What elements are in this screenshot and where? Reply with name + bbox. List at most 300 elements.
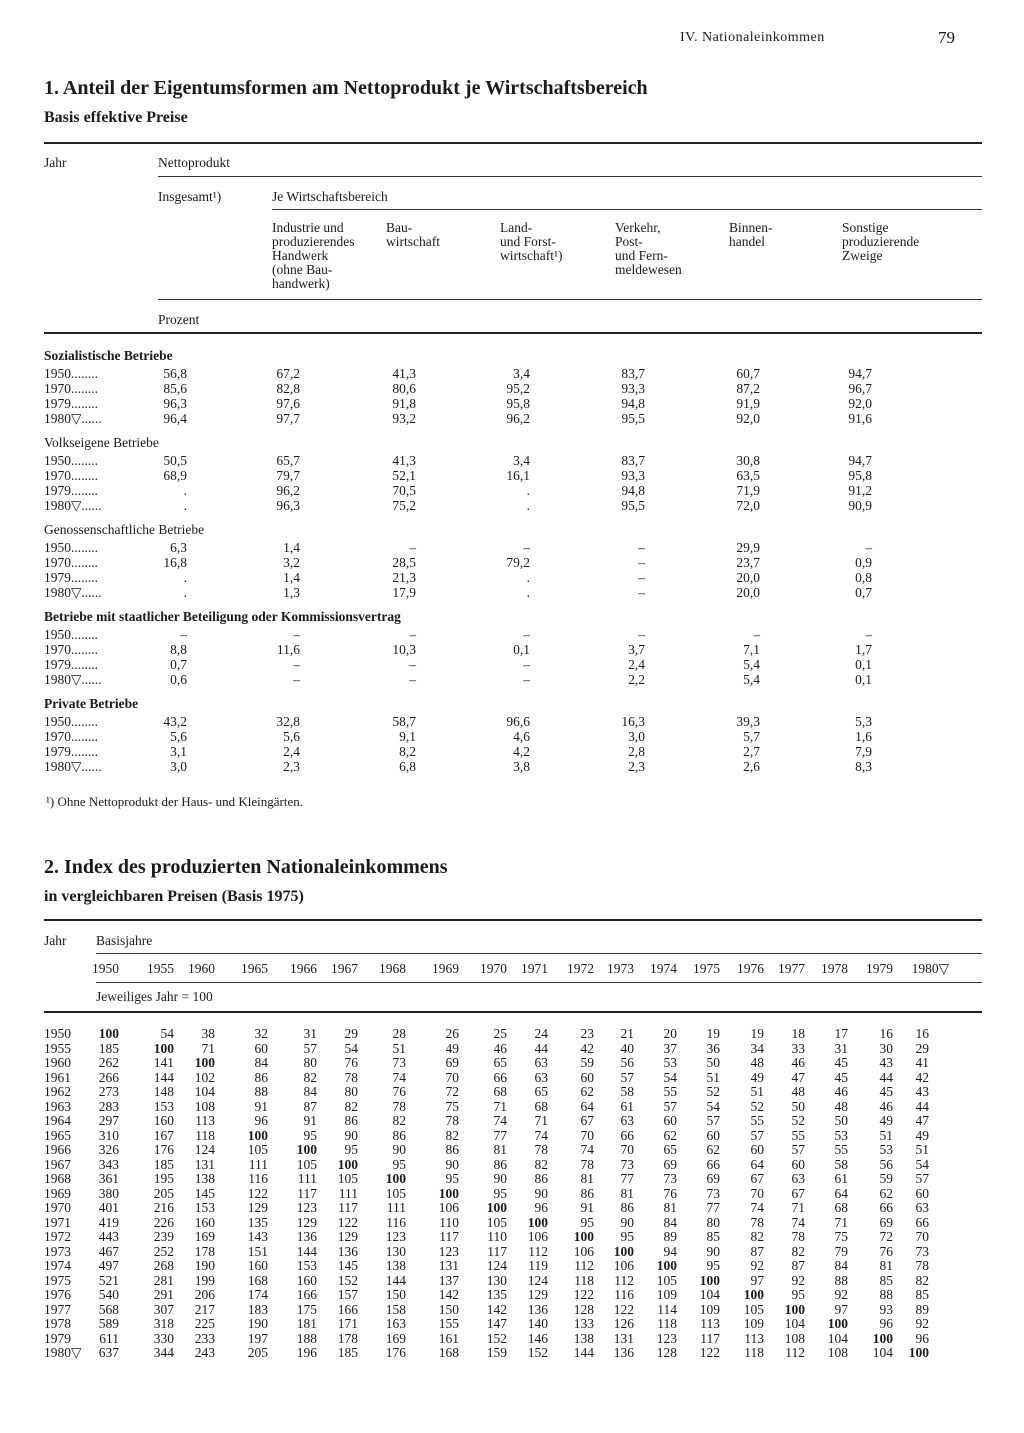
- table-cell: 281: [153, 1272, 174, 1288]
- table-cell: 69: [663, 1156, 677, 1172]
- table-cell: 71: [791, 1200, 805, 1215]
- col-binnen: Binnen- handel: [729, 220, 773, 249]
- table-cell: 181: [296, 1316, 317, 1331]
- table2-top-rule: [44, 919, 982, 921]
- table-cell: 151: [247, 1243, 268, 1259]
- table-cell: 130: [385, 1243, 406, 1259]
- table-cell: 52: [706, 1084, 720, 1099]
- table-cell: 60: [663, 1113, 677, 1128]
- table-cell: 95: [344, 1142, 358, 1157]
- table-cell: 84: [663, 1214, 677, 1230]
- table-cell: 96: [879, 1316, 893, 1331]
- table-cell: 105: [743, 1301, 764, 1317]
- row-year: 1962: [44, 1084, 71, 1099]
- table-cell: 55: [791, 1127, 805, 1143]
- table-cell: 122: [613, 1301, 634, 1317]
- table-cell: 73: [915, 1243, 929, 1259]
- table-cell: 0,1: [513, 642, 530, 657]
- table-cell: –: [409, 672, 416, 687]
- row-year: 1950........: [44, 366, 98, 381]
- table-cell: 96: [534, 1200, 548, 1215]
- table1-head-rule: [158, 176, 982, 177]
- table-cell: 233: [194, 1330, 215, 1346]
- table-cell: 108: [784, 1330, 805, 1346]
- table-cell: 142: [438, 1287, 459, 1302]
- table-cell: 568: [98, 1301, 119, 1317]
- table-cell: 100: [194, 1055, 215, 1070]
- row-year: 1977: [44, 1301, 71, 1317]
- table-cell: 113: [700, 1316, 720, 1331]
- table-cell: 86: [580, 1185, 594, 1201]
- table-cell: 106: [527, 1229, 548, 1244]
- table-cell: 100: [908, 1345, 929, 1360]
- column-header: 1960: [188, 961, 215, 976]
- table2-head-rule-2: [96, 982, 982, 983]
- table-cell: 58: [620, 1084, 634, 1099]
- table-cell: 86: [493, 1156, 507, 1172]
- table-cell: 105: [385, 1185, 406, 1201]
- table-row: [0, 1041, 1024, 1056]
- row-year: 1966: [44, 1142, 71, 1157]
- table-cell: 61: [834, 1171, 848, 1186]
- column-header: 1969: [432, 961, 459, 976]
- table-cell: 146: [527, 1330, 548, 1346]
- table-cell: 144: [573, 1345, 594, 1360]
- table-cell: 307: [153, 1301, 174, 1317]
- table-cell: 86: [392, 1127, 406, 1143]
- table-cell: –: [865, 540, 872, 555]
- table-cell: 0,7: [855, 585, 872, 600]
- table1-top-rule: [44, 142, 982, 144]
- table-cell: 20,0: [736, 570, 760, 585]
- column-header: 1971: [521, 961, 548, 976]
- table-cell: 163: [385, 1316, 406, 1331]
- table-cell: 94: [663, 1243, 677, 1259]
- table-cell: 96,3: [276, 498, 300, 513]
- table-cell: 73: [620, 1156, 634, 1172]
- table-cell: 76: [392, 1084, 406, 1099]
- row-year: 1980▽......: [44, 672, 102, 687]
- table-cell: 24: [534, 1026, 548, 1041]
- table-cell: 82: [915, 1272, 929, 1288]
- table-cell: .: [183, 585, 187, 600]
- table-cell: 106: [573, 1243, 594, 1259]
- table-cell: 123: [296, 1200, 317, 1215]
- table-cell: 74: [392, 1069, 406, 1085]
- table1-group-heading: Sozialistische Betriebe: [44, 348, 173, 363]
- table-cell: 206: [194, 1287, 215, 1302]
- table-cell: 160: [247, 1258, 268, 1273]
- table-cell: 73: [392, 1055, 406, 1070]
- table-cell: –: [638, 555, 645, 570]
- table-cell: 21,3: [392, 570, 416, 585]
- table-row: [0, 1099, 1024, 1114]
- table-cell: 69: [706, 1171, 720, 1186]
- table-cell: 88: [879, 1287, 893, 1302]
- page-number: 79: [938, 28, 955, 47]
- table-cell: 8,3: [855, 759, 872, 774]
- table-cell: 152: [486, 1330, 507, 1346]
- table-cell: 129: [337, 1229, 358, 1244]
- table-cell: 62: [663, 1127, 677, 1143]
- table-cell: 52: [750, 1098, 764, 1114]
- table-cell: 344: [153, 1345, 174, 1360]
- column-header: 1968: [379, 961, 406, 976]
- table-cell: 75: [834, 1229, 848, 1244]
- table-cell: 77: [706, 1200, 720, 1215]
- table-cell: 78: [750, 1214, 764, 1230]
- table-cell: 90: [392, 1142, 406, 1157]
- table-cell: 100: [385, 1171, 406, 1186]
- column-header: 1967: [331, 961, 358, 976]
- table-cell: 95,8: [506, 396, 530, 411]
- table-cell: 82: [303, 1069, 317, 1085]
- table-cell: 113: [195, 1113, 215, 1128]
- table-cell: 57: [663, 1098, 677, 1114]
- table-cell: 611: [99, 1330, 119, 1346]
- table-cell: 3,0: [628, 729, 645, 744]
- table-cell: 216: [153, 1200, 174, 1215]
- table-cell: 105: [486, 1214, 507, 1230]
- table-cell: 59: [580, 1055, 594, 1070]
- table1-footnote: ¹) Ohne Nettoprodukt der Haus- und Kleingärten.: [46, 794, 303, 809]
- table-row: [0, 1273, 1024, 1288]
- table-cell: 150: [385, 1287, 406, 1302]
- table2-head-rule: [96, 953, 982, 954]
- table-cell: 57: [791, 1142, 805, 1157]
- table-cell: 126: [613, 1316, 634, 1331]
- table-cell: 104: [827, 1330, 848, 1346]
- table-cell: 90: [493, 1171, 507, 1186]
- table-cell: 42: [580, 1040, 594, 1056]
- table-row: [0, 366, 1024, 381]
- table-cell: 29: [344, 1026, 358, 1041]
- table-cell: 273: [98, 1084, 119, 1099]
- table-cell: 90: [620, 1214, 634, 1230]
- row-year: 1950: [44, 1026, 71, 1041]
- table-cell: 56: [620, 1055, 634, 1070]
- table-cell: 90,9: [848, 498, 872, 513]
- table-cell: 64: [750, 1156, 764, 1172]
- table-cell: 79,7: [276, 468, 300, 483]
- table-cell: 30,8: [736, 453, 760, 468]
- table-cell: 226: [153, 1214, 174, 1230]
- table-cell: 46: [834, 1084, 848, 1099]
- row-year: 1979........: [44, 396, 98, 411]
- table-row: [0, 642, 1024, 657]
- row-year: 1974: [44, 1258, 71, 1273]
- table-cell: 75,2: [392, 498, 416, 513]
- column-header: 1975: [693, 961, 720, 976]
- table-row: [0, 570, 1024, 585]
- table-cell: 106: [613, 1258, 634, 1273]
- table-cell: 419: [98, 1214, 119, 1230]
- column-header: 1980▽: [911, 961, 949, 976]
- table-cell: 2,2: [628, 672, 645, 687]
- table-cell: 183: [247, 1301, 268, 1317]
- row-year: 1963: [44, 1098, 71, 1114]
- table-cell: 467: [98, 1243, 119, 1259]
- table-cell: 176: [385, 1345, 406, 1360]
- table-cell: 174: [247, 1287, 268, 1302]
- row-year: 1979........: [44, 744, 98, 759]
- table-cell: 112: [785, 1345, 805, 1360]
- table-cell: 142: [486, 1301, 507, 1317]
- table-cell: 47: [915, 1113, 929, 1128]
- table-cell: 83,7: [621, 366, 645, 381]
- table-cell: 108: [827, 1345, 848, 1360]
- table-cell: –: [523, 672, 530, 687]
- table-cell: 18: [791, 1026, 805, 1041]
- table-cell: 16,3: [621, 714, 645, 729]
- table-cell: 62: [706, 1142, 720, 1157]
- column-header: 1973: [607, 961, 634, 976]
- table-cell: 3,8: [513, 759, 530, 774]
- table-cell: 85: [706, 1229, 720, 1244]
- table-cell: 89: [663, 1229, 677, 1244]
- row-year: 1972: [44, 1229, 71, 1244]
- table-cell: 67: [580, 1113, 594, 1128]
- table-cell: 86: [445, 1142, 459, 1157]
- table-cell: 155: [438, 1316, 459, 1331]
- table-cell: 100: [743, 1287, 764, 1302]
- table-cell: 79: [834, 1243, 848, 1259]
- table-cell: 2,4: [283, 744, 300, 759]
- table-cell: 188: [296, 1330, 317, 1346]
- table-cell: 122: [337, 1214, 358, 1230]
- table-cell: 60: [750, 1142, 764, 1157]
- table-cell: 135: [247, 1214, 268, 1230]
- table-cell: 81: [580, 1171, 594, 1186]
- table-cell: 69: [445, 1055, 459, 1070]
- table-row: [0, 1345, 1024, 1360]
- table-cell: 64: [834, 1185, 848, 1201]
- table-cell: 112: [614, 1272, 634, 1288]
- table-cell: 55: [663, 1084, 677, 1099]
- table-cell: 46: [791, 1055, 805, 1070]
- table-cell: 129: [296, 1214, 317, 1230]
- table-cell: 123: [385, 1229, 406, 1244]
- table-cell: 96,2: [276, 483, 300, 498]
- table-cell: 380: [98, 1185, 119, 1201]
- table-row: [0, 468, 1024, 483]
- table-cell: 68: [834, 1200, 848, 1215]
- table-cell: 7,9: [855, 744, 872, 759]
- table-cell: 46: [879, 1098, 893, 1114]
- table-cell: 144: [385, 1272, 406, 1288]
- table-cell: 252: [153, 1243, 174, 1259]
- row-year: 1973: [44, 1243, 71, 1259]
- table-cell: 67,2: [276, 366, 300, 381]
- table-cell: 71: [493, 1098, 507, 1114]
- table-cell: 1,4: [283, 540, 300, 555]
- table-cell: 66: [915, 1214, 929, 1230]
- table-cell: 114: [657, 1301, 677, 1317]
- table-cell: 129: [247, 1200, 268, 1215]
- table-cell: 153: [296, 1258, 317, 1273]
- table2-head-basisjahre: Basisjahre: [96, 933, 153, 948]
- table-cell: 54: [706, 1098, 720, 1114]
- table2-title: 2. Index des produzierten Nationaleinkommens: [44, 856, 448, 878]
- table1-head-insgesamt: Insgesamt¹): [158, 189, 222, 204]
- table-cell: 58,7: [392, 714, 416, 729]
- table-cell: 138: [573, 1330, 594, 1346]
- table-cell: 17: [834, 1026, 848, 1041]
- table-cell: 65: [534, 1084, 548, 1099]
- table-cell: 161: [438, 1330, 459, 1346]
- table-cell: 0,8: [855, 570, 872, 585]
- table-cell: 63: [915, 1200, 929, 1215]
- table-cell: 110: [487, 1229, 507, 1244]
- table-cell: 74: [791, 1214, 805, 1230]
- table-cell: 88: [834, 1272, 848, 1288]
- table-cell: 95: [392, 1156, 406, 1172]
- table-cell: 92,0: [848, 396, 872, 411]
- table1-group-heading: Volkseigene Betriebe: [44, 435, 159, 450]
- table-cell: 97: [834, 1301, 848, 1317]
- table-cell: 78: [344, 1069, 358, 1085]
- row-year: 1970........: [44, 555, 98, 570]
- table-cell: –: [409, 627, 416, 642]
- table-cell: 1,4: [283, 570, 300, 585]
- table-cell: 145: [337, 1258, 358, 1273]
- table-cell: 52,1: [392, 468, 416, 483]
- table-cell: .: [526, 570, 530, 585]
- table-cell: 178: [337, 1330, 358, 1346]
- table-cell: 54: [915, 1156, 929, 1172]
- column-header: 1955: [147, 961, 174, 976]
- table-cell: –: [638, 585, 645, 600]
- table-cell: 2,8: [628, 744, 645, 759]
- table-cell: 51: [879, 1127, 893, 1143]
- table-cell: 34: [750, 1040, 764, 1056]
- table-cell: 70: [580, 1127, 594, 1143]
- table-cell: 123: [438, 1243, 459, 1259]
- table-cell: 81: [879, 1258, 893, 1273]
- table-cell: 43,2: [163, 714, 187, 729]
- table-cell: 74: [750, 1200, 764, 1215]
- table1-group-heading: Private Betriebe: [44, 696, 139, 711]
- table2-head-jeweiliges: Jeweiliges Jahr = 100: [96, 989, 213, 1004]
- table-cell: 87: [791, 1258, 805, 1273]
- table-cell: 136: [613, 1345, 634, 1360]
- table-cell: 0,6: [170, 672, 187, 687]
- table-cell: 243: [194, 1345, 215, 1360]
- table-cell: 30: [879, 1040, 893, 1056]
- table-cell: 50: [706, 1055, 720, 1070]
- table-cell: 86: [534, 1171, 548, 1186]
- table-cell: 185: [98, 1040, 119, 1056]
- table-cell: 100: [438, 1185, 459, 1201]
- table-cell: 49: [750, 1069, 764, 1085]
- table-cell: 91,8: [392, 396, 416, 411]
- table-cell: 29: [915, 1040, 929, 1056]
- row-year: 1980▽......: [44, 411, 102, 426]
- table-cell: 85: [915, 1287, 929, 1302]
- table-row: [0, 1186, 1024, 1201]
- table-cell: 20: [663, 1026, 677, 1041]
- table-cell: 148: [153, 1084, 174, 1099]
- table-cell: 19: [706, 1026, 720, 1041]
- table-cell: 105: [247, 1142, 268, 1157]
- table-row: [0, 657, 1024, 672]
- table-cell: 143: [247, 1229, 268, 1244]
- table-cell: 11,6: [276, 642, 300, 657]
- table-cell: 239: [153, 1229, 174, 1244]
- table-cell: 92: [750, 1258, 764, 1273]
- table-cell: 168: [438, 1345, 459, 1360]
- table-cell: 55: [834, 1142, 848, 1157]
- table-cell: 1,7: [855, 642, 872, 657]
- table-cell: 50,5: [163, 453, 187, 468]
- table-cell: 96,6: [506, 714, 530, 729]
- table-cell: 77: [620, 1171, 634, 1186]
- table-cell: 96,4: [163, 411, 187, 426]
- table-cell: 64: [580, 1098, 594, 1114]
- table-row: [0, 1229, 1024, 1244]
- table-cell: 130: [486, 1272, 507, 1288]
- table-cell: 71: [201, 1040, 215, 1056]
- table-cell: 78: [791, 1229, 805, 1244]
- table-cell: 2,6: [743, 759, 760, 774]
- table-cell: 23: [580, 1026, 594, 1041]
- row-year: 1950........: [44, 453, 98, 468]
- table-cell: 26: [445, 1026, 459, 1041]
- table-cell: 8,8: [170, 642, 187, 657]
- table-cell: 92: [834, 1287, 848, 1302]
- row-year: 1960: [44, 1055, 71, 1070]
- table-cell: 49: [879, 1113, 893, 1128]
- table-row: [0, 498, 1024, 513]
- table-cell: –: [293, 627, 300, 642]
- table-cell: 82,8: [276, 381, 300, 396]
- table1-body-rule: [44, 332, 982, 334]
- table-row: [0, 1157, 1024, 1172]
- table-cell: 96: [254, 1113, 268, 1128]
- table-cell: 102: [194, 1069, 215, 1085]
- table-cell: 96,2: [506, 411, 530, 426]
- column-header: 1974: [650, 961, 677, 976]
- table-cell: 124: [486, 1258, 507, 1273]
- table1-head-rule-je: [272, 209, 982, 210]
- table-cell: 105: [296, 1156, 317, 1172]
- table-cell: 540: [98, 1287, 119, 1302]
- table-cell: 95: [706, 1258, 720, 1273]
- table-cell: 497: [98, 1258, 119, 1273]
- table-cell: 97,7: [276, 411, 300, 426]
- table-cell: 57: [620, 1069, 634, 1085]
- table-cell: 84: [834, 1258, 848, 1273]
- table-cell: 60: [791, 1156, 805, 1172]
- table-row: [0, 1258, 1024, 1273]
- table-cell: .: [183, 570, 187, 585]
- table-cell: 53: [663, 1055, 677, 1070]
- table-cell: 144: [296, 1243, 317, 1259]
- table-cell: 196: [296, 1345, 317, 1360]
- table-cell: 29,9: [736, 540, 760, 555]
- table-cell: 9,1: [399, 729, 416, 744]
- table-cell: 68: [534, 1098, 548, 1114]
- table-cell: 109: [743, 1316, 764, 1331]
- table-cell: 138: [194, 1171, 215, 1186]
- table-cell: 266: [98, 1069, 119, 1085]
- table-cell: 36: [706, 1040, 720, 1056]
- table-cell: 116: [248, 1171, 268, 1186]
- table-cell: 166: [296, 1287, 317, 1302]
- table-cell: 176: [153, 1142, 174, 1157]
- table-cell: 95: [493, 1185, 507, 1201]
- col-industrie: Industrie und produzierendes Handwerk (ohne Bau- handwerk): [272, 220, 355, 291]
